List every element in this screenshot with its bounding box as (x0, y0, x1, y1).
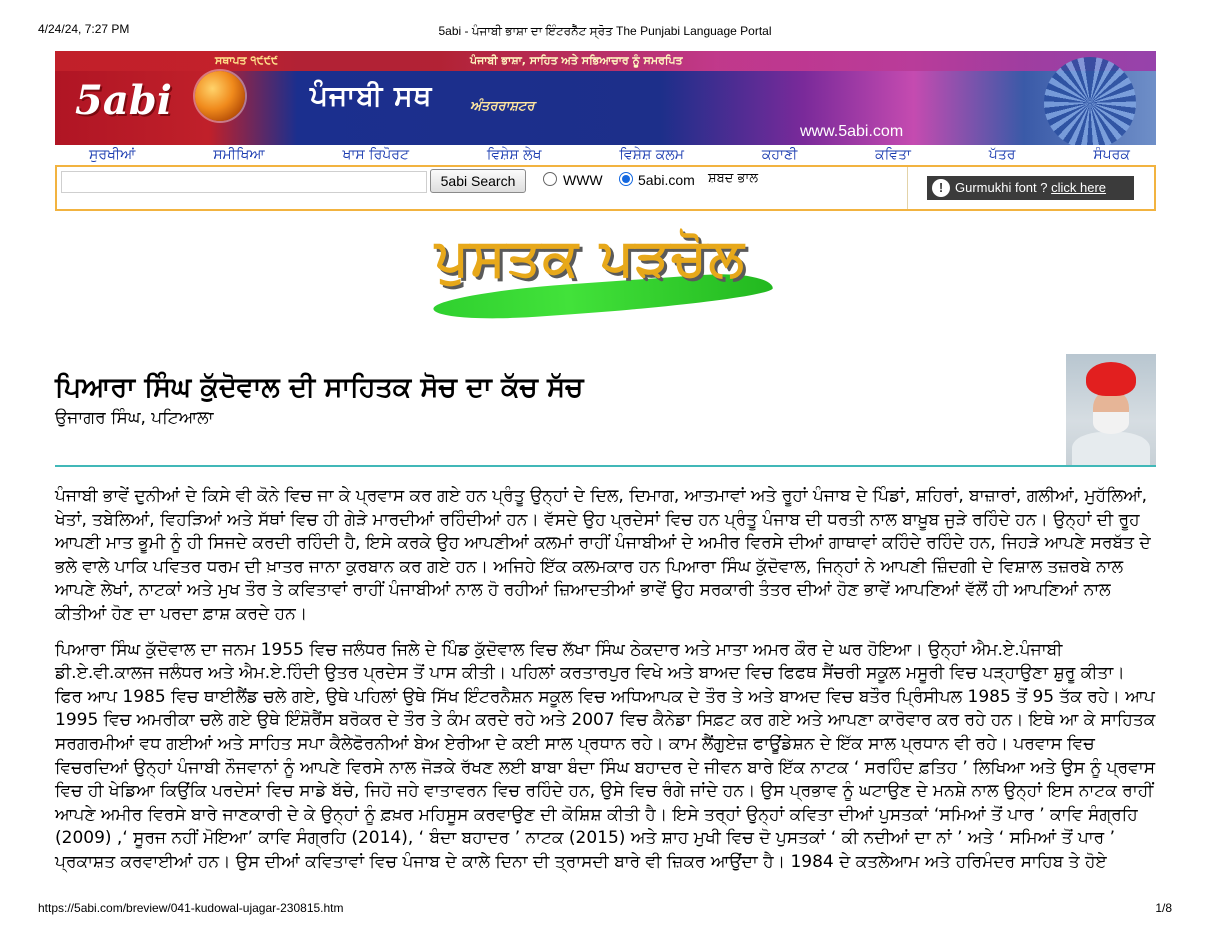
nav-item-special-column[interactable]: ਵਿਸ਼ੇਸ਼ ਕਲਮ (619, 147, 684, 163)
search-button[interactable]: 5abi Search (430, 169, 526, 193)
radio-site[interactable] (619, 172, 633, 186)
nav-item-reviews[interactable]: ਸਮੀਖਿਆ (213, 147, 265, 163)
author-photo (1066, 354, 1156, 466)
article-paragraph: ਪਿਆਰਾ ਸਿੰਘ ਕੁੱਦੋਵਾਲ ਦਾ ਜਨਮ 1955 ਵਿਚ ਜਲੰਧਰ ਜਿਲੇ ਦੇ ਪਿੰਡ ਕੁੱਦੋਵਾਲ ਵਿਚ ਲੱਖਾ ਸਿੰਘ ਠੇਕਦਾਰ ਅਤੇ ਮਾਤਾ ਅਮਰ ਕੌਰ ਦੇ ਘਰ ਹੋਇਆ। ਉਨ੍ਹਾਂ ਐਮ.ਏ.ਪੰਜਾਬੀ ਡੀ.ਏ.ਵੀ.ਕਾਲਜ ਜਲੰਧਰ ਅਤੇ ਐਮ.ਏ.ਹਿੰਦੀ ਉਤਰ ਪ੍ਰਦੇਸ ਤੋਂ ਪਾਸ ਕੀਤੀ। ਪਹਿਲਾਂ ਕਰਤਾਰਪੁਰ ਵਿਖੇ ਅਤੇ ਬਾਅਦ ਵਿਚ ਫਿਫਥ ਸੈਂਚਰੀ ਸਕੂਲ ਮਸੂਰੀ ਵਿਚ ਪੜ੍ਹਾਉਣਾ ਸ਼ੁਰੂ ਕੀਤਾ। ਫਿਰ ਆਪ 1985 ਵਿਚ ਥਾਈਲੈਂਡ ਚਲੇ ਗਏ, ਉਥੇ ਪਹਿਲਾਂ ਉਥੇ ਸਿੱਖ ਇੰਟਰਨੈਸ਼ਨ ਸਕੂਲ ਵਿਚ ਅਧਿਆਪਕ ਦੇ ਤੌਰ ਤੇ ਅਤੇ ਬਾਅਦ ਵਿਚ ਬਤੌਰ ਪ੍ਰਿੰਸੀਪਲ 1985 ਤੋਂ 95 ਤੱਕ ਰਹੇ। ਆਪ 1995 ਵਿਚ ਅਮਰੀਕਾ ਚਲੇ ਗਏ ਉਥੇ ਇੰਸ਼ੋਰੈਂਸ ਬਰੋਕਰ ਦੇ ਤੌਰ ਤੇ ਕੰਮ ਕਰਦੇ ਰਹੇ ਅਤੇ 2007 ਵਿਚ ਕੈਨੇਡਾ ਸਿਫ਼ਟ ਕਰ ਗਏ ਅਤੇ ਆਪਣਾ ਕਾਰੋਵਾਰ ਕਰ ਰਹੇ ਹਨ। ਇਥੇ ਆ ਕੇ ਸਾਹਿਤਕ ਸਰਗਰਮੀਆਂ ਵਧ ਗਈਆਂ ਅਤੇ ਸਾਹਿਤ ਸਪਾ ਕੈਲੇਫੋਰਨੀਆਂ ਬੇਅ ਏਰੀਆ ਦੇ ਕਈ ਸਾਲ ਪ੍ਰਧਾਨ ਰਹੇ। ਕਾਮ ਲੈਂਗੁਏਜ਼ ਫਾਊਂਡੇਸ਼ਨ ਦੇ ਇੱਕ ਸਾਲ ਪ੍ਰਧਾਨ ਵੀ ਰਹੇ। ਪਰਵਾਸ ਵਿਚ ਵਿਚਰਦਿਆਂ ਉਨ੍ਹਾਂ ਪੰਜਾਬੀ ਨੌਜਵਾਨਾਂ ਨੂੰ ਆਪਣੇ ਵਿਰਸੇ ਨਾਲ ਜੋੜਕੇ ਰੱਖਣ ਲਈ ਬਾਬਾ ਬੰਦਾ ਸਿੰਘ ਬਹਾਦਰ ਦੇ ਜੀਵਨ ਬਾਰੇ ਇੱਕ ਨਾਟਕ ‘ ਸਰਹਿੰਦ ਫ਼ਤਿਹ ’ ਲਿਖਿਆ ਅਤੇ ਉਸ ਨੂੰ ਪ੍ਰਵਾਸ ਵਿਚ ਹੀ ਖੇਡਿਆ ਕਿਉਂਕਿ ਪਰਦੇਸਾਂ ਵਿਚ ਸਾਡੇ ਬੱਚੇ, ਜਿਹੋ ਜਹੇ ਵਾਤਾਵਰਨ ਵਿਚ ਰਹਿੰਦੇ ਹਨ, ਉਸੇ ਵਿਚ ਰੰਗੇ ਜਾਂਦੇ ਹਨ। ਉਸ ਪ੍ਰਭਾਵ ਨੂੰ ਘਟਾਉਣ ਦੇ ਮਨਸ਼ੇ ਨਾਲ ਉਨ੍ਹਾਂ ਇਸ ਨਾਟਕ ਰਾਹੀਂ ਆਪਣੇ ਅਮੀਰ ਵਿਰਸੇ ਬਾਰੇ ਜਾਣਕਾਰੀ ਦੇ ਕੇ ਉਨ੍ਹਾਂ ਨੂੰ ਫ਼ਖ਼ਰ ਮਹਿਸੂਸ ਕਰਵਾਉਣ ਦੀ ਕੋਸ਼ਿਸ਼ ਕੀਤੀ ਹੈ। ਇਸੇ ਤਰ੍ਹਾਂ ਉਨ੍ਹਾਂ ਕਵਿਤਾ ਦੀਆਂ ਪੁਸਤਕਾਂ ‘ਸਮਿਆਂ ਤੋਂ ਪਾਰ ’ ਕਾਵਿ ਸੰਗ੍ਰਹਿ (2009) ,‘ ਸੂਰਜ ਨਹੀਂ ਮੋਇਆ’ ਕਾਵਿ ਸੰਗ੍ਰਹਿ (2014), ‘ ਬੰਦਾ ਬਹਾਦਰ ’ ਨਾਟਕ (2015) ਅਤੇ ਸ਼ਾਹ ਮੁਖੀ ਵਿਚ ਦੋ ਪੁਸਤਕਾਂ ‘ ਕੀ ਨਦੀਆਂ ਦਾ ਨਾਂ ’ ਅਤੇ ‘ ਸਮਿਆਂ ਤੋਂ ਪਾਰ ’ ਪ੍ਰਕਾਸ਼ਤ ਕਰਵਾਈਆਂ ਹਨ। ਉਸ ਦੀਆਂ ਕਵਿਤਾਵਾਂ ਵਿਚ ਪੰਜਾਬ ਦੇ ਕਾਲੇ ਦਿਨਾ ਦੀ ਤ੍ਰਾਸਦੀ ਬਾਰੇ ਵੀ ਜ਼ਿਕਰ ਆਉਂਦਾ ਹੈ। 1984 ਦੇ ਕਤਲੇਆਮ ਅਤੇ ਹਰਿਮੰਦਰ ਸਾਹਿਬ ਤੇ ਹੋਏ (55, 639, 1156, 872)
article-author: ਉਜਾਗਰ ਸਿੰਘ, ਪਟਿਆਲਾ (55, 408, 214, 428)
globe-icon (195, 71, 245, 121)
search-divider (907, 167, 908, 209)
section-logo (415, 222, 795, 320)
section-logo-text: ਪੁਸਤਕ ਪੜਚੋਲ (435, 228, 746, 288)
banner-url: www.5abi.com (800, 123, 904, 140)
banner-site-title: ਪੰਜਾਬੀ ਸਥ (310, 79, 433, 112)
nav-item-contact[interactable]: ਸੰਪਰਕ (1093, 147, 1130, 163)
site-banner[interactable] (55, 51, 1156, 145)
nav-item-special-report[interactable]: ਖਾਸ ਰਿਪੋਰਟ (342, 147, 409, 163)
font-help-link[interactable]: click here (1051, 180, 1107, 195)
print-url: https://5abi.com/breview/041-kudowal-ujagar-230815.htm (38, 901, 344, 915)
header-divider (55, 465, 1156, 467)
print-datetime: 4/24/24, 7:27 PM (38, 22, 130, 36)
nav-item-letters[interactable]: ਪੱਤਰ (988, 147, 1016, 163)
nav-item-stories[interactable]: ਕਹਾਣੀ (761, 147, 798, 163)
font-help-text: Gurmukhi font ? (955, 180, 1048, 195)
print-page-title: 5abi - ਪੰਜਾਬੀ ਭਾਸ਼ਾ ਦਾ ਇੰਟਰਨੈੱਟ ਸ੍ਰੋਤ The Punjabi Language Portal (438, 24, 772, 38)
alert-icon: ! (932, 179, 950, 197)
banner-site-subtitle: ਅੰਤਰਰਾਸ਼ਟਰ (470, 99, 535, 114)
print-header (38, 20, 1172, 40)
nav-item-headlines[interactable]: ਸੁਰਖੀਆਂ (89, 147, 136, 163)
radio-site-label: 5abi.com (638, 172, 695, 188)
search-bar (55, 165, 1156, 211)
article-paragraph: ਪੰਜਾਬੀ ਭਾਵੇਂ ਦੁਨੀਆਂ ਦੇ ਕਿਸੇ ਵੀ ਕੋਨੇ ਵਿਚ ਜਾ ਕੇ ਪ੍ਰਵਾਸ ਕਰ ਗਏ ਹਨ ਪ੍ਰੰਤੂ ਉਨ੍ਹਾਂ ਦੇ ਦਿਲ, ਦਿਮਾਗ, ਆਤਮਾਵਾਂ ਅਤੇ ਰੂਹਾਂ ਪੰਜਾਬ ਦੇ ਪਿੰਡਾਂ, ਸ਼ਹਿਰਾਂ, ਬਾਜ਼ਾਰਾਂ, ਗਲੀਆਂ, ਮੁਹੱਲਿਆਂ, ਖੇਤਾਂ, ਤਬੇਲਿਆਂ, ਵਿਹੜਿਆਂ ਅਤੇ ਸੱਥਾਂ ਵਿਚ ਹੀ ਗੇੜੇ ਮਾਰਦੀਆਂ ਰਹਿੰਦੀਆਂ ਹਨ। ਵੱਸਦੇ ਉਹ ਪ੍ਰਦੇਸਾਂ ਵਿਚ ਹਨ ਪ੍ਰੰਤੂ ਪੰਜਾਬ ਦੀ ਧਰਤੀ ਨਾਲ ਬਾਖ਼ੂਬ ਜੁੜੇ ਰਹਿੰਦੇ ਹਨ। ਉਨ੍ਹਾਂ ਦੀ ਰੂਹ ਆਪਣੀ ਮਾਤ ਭੂਮੀ ਨੂੰ ਹੀ ਸਿਜਦੇ ਕਰਦੀ ਰਹਿੰਦੀ ਹੈ, ਇਸੇ ਕਰਕੇ ਉਹ ਆਪਣੀਆਂ ਕਲਮਾਂ ਰਾਹੀਂ ਪੰਜਾਬੀਆਂ ਦੇ ਅਮੀਰ ਵਿਰਸੇ ਦੀਆਂ ਗਾਥਾਵਾਂ ਕਹਿੰਦੇ ਰਹਿੰਦੇ ਹਨ, ਜਿਹੜੇ ਆਪਣੇ ਸਰਬੱਤ ਦੇ ਭਲੇ ਵਾਲੇ ਪਾਕਿ ਪਵਿਤਰ ਧਰਮ ਦੀ ਖ਼ਾਤਰ ਜਾਨਾ ਕੁਰਬਾਨ ਕਰ ਗਏ ਹਨ। ਅਜਿਹੇ ਇੱਕ ਕਲਮਕਾਰ ਹਨ ਪਿਆਰਾ ਸਿੰਘ ਕੁੱਦੋਵਾਲ, ਜਿਨ੍ਹਾਂ ਨੇ ਆਪਣੀ ਜ਼ਿੰਦਗੀ ਦੇ ਵਿਸ਼ਾਲ ਤਜ਼ਰਬੇ ਨਾਲ ਆਪਣੇ ਲੇਖਾਂ, ਨਾਟਕਾਂ ਅਤੇ ਮੁਖ ਤੌਰ ਤੇ ਕਵਿਤਾਵਾਂ ਰਾਹੀਂ ਪੰਜਾਬੀਆਂ ਨਾਲ ਹੋ ਰਹੀਆਂ ਜ਼ਿਆਦਤੀਆਂ ਭਾਵੇਂ ਉਹ ਸਰਕਾਰੀ ਤੰਤਰ ਦੀਆਂ ਹੋਣ ਭਾਵੇਂ ਆਪਣਿਆਂ ਵੱਲੋਂ ਹੀ ਆਪਣਿਆਂ ਨਾਲ ਕੀਤੀਆਂ ਹੋਣ ਦਾ ਪਰਦਾ ਫ਼ਾਸ਼ ਕਰਦੇ ਹਨ। (55, 486, 1151, 624)
dictionary-label: ਸ਼ਬਦ ਭਾਲ (708, 171, 758, 186)
radio-www-label: WWW (563, 172, 603, 188)
wheel-icon (1044, 57, 1136, 145)
print-page-number: 1/8 (1155, 901, 1172, 915)
main-nav (55, 145, 1156, 165)
print-footer (38, 901, 1172, 917)
gurmukhi-font-help[interactable] (927, 176, 1134, 200)
nav-item-poetry[interactable]: ਕਵਿਤਾ (875, 147, 911, 163)
nav-item-special-articles[interactable]: ਵਿਸ਼ੇਸ਼ ਲੇਖ (486, 147, 542, 163)
radio-www[interactable] (543, 172, 557, 186)
article-title: ਪਿਆਰਾ ਸਿੰਘ ਕੁੱਦੋਵਾਲ ਦੀ ਸਾਹਿਤਕ ਸੋਚ ਦਾ ਕੱਚ ਸੱਚ (55, 372, 584, 403)
site-logo[interactable]: 5abi (75, 77, 172, 124)
article-header (55, 356, 1156, 466)
search-input[interactable] (61, 171, 427, 193)
article-body (55, 485, 1156, 887)
banner-established: ਸਥਾਪਤ ੧੯੯੯ (215, 54, 278, 67)
banner-tagline: ਪੰਜਾਬੀ ਭਾਸ਼ਾ, ਸਾਹਿਤ ਅਤੇ ਸਭਿਆਚਾਰ ਨੂੰ ਸਮਰਪਿਤ (470, 54, 683, 67)
